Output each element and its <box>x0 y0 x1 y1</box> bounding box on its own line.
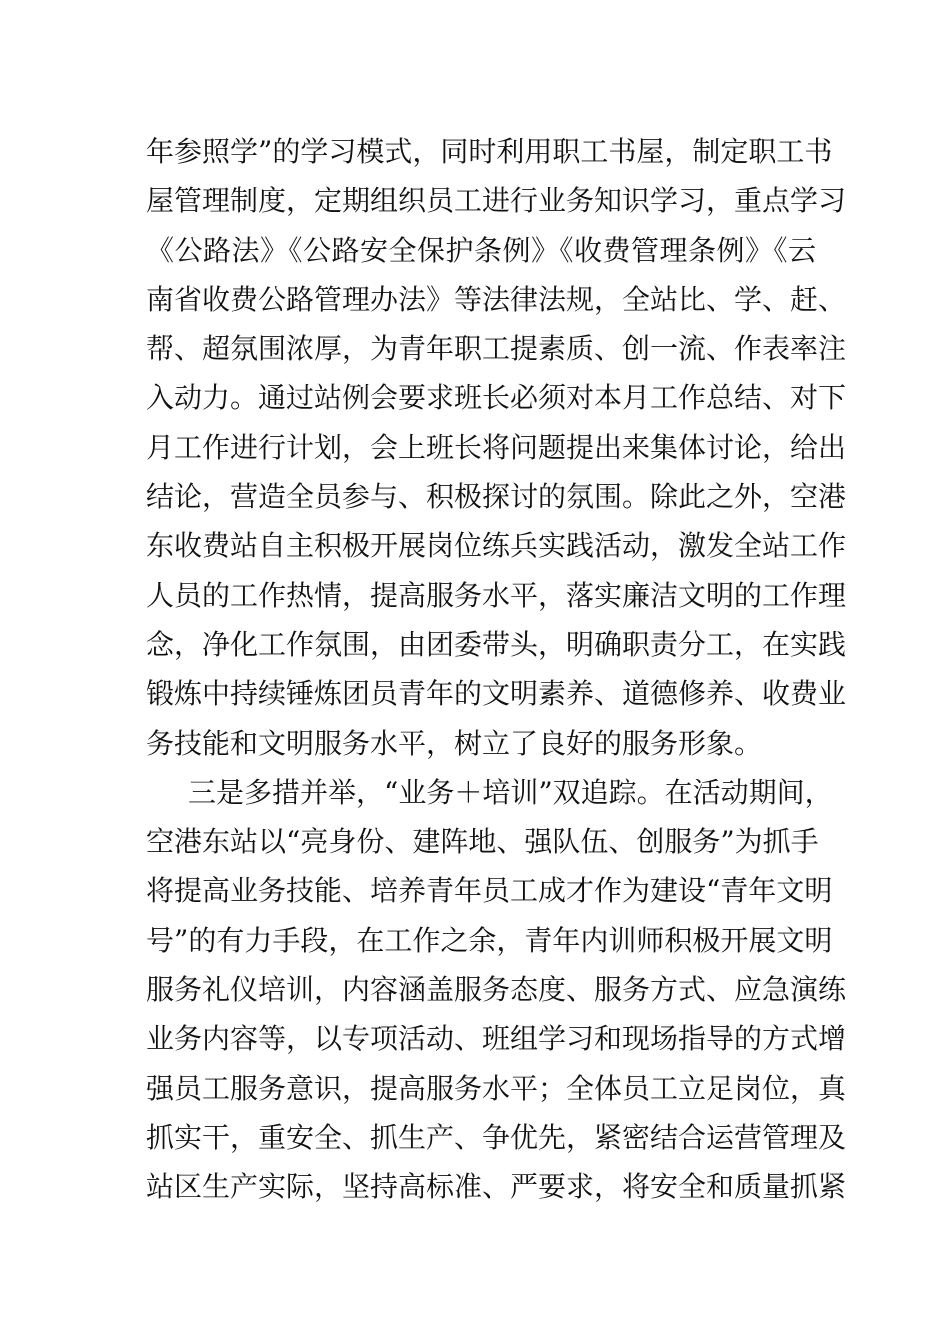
text-line: 服务礼仪培训，内容涵盖服务态度、服务方式、应急演练 <box>146 973 847 1007</box>
paragraph-start-line: 三是多措并举，“业务＋培训”双追踪。在活动期间， <box>188 775 833 809</box>
text-line: 结论，营造全员参与、积极探讨的氛围。除此之外，空港 <box>146 480 847 514</box>
text-line: 帮、超氛围浓厚，为青年职工提素质、创一流、作表率注 <box>146 332 847 366</box>
text-line: 业务内容等，以专项活动、班组学习和现场指导的方式增 <box>146 1022 847 1056</box>
body-text <box>146 127 847 1212</box>
text-line: 南省收费公路管理办法》等法律法规，全站比、学、赶、 <box>146 282 847 316</box>
paragraph-end-line: 务技能和文明服务水平，树立了良好的服务形象。 <box>146 726 763 760</box>
text-line: 强员工服务意识，提高服务水平；全体员工立足岗位，真 <box>146 1071 847 1105</box>
text-line: 站区生产实际，坚持高标准、严要求，将安全和质量抓紧 <box>146 1170 847 1204</box>
text-line: 抓实干，重安全、抓生产、争优先，紧密结合运营管理及 <box>146 1120 847 1154</box>
text-line: 入动力。通过站例会要求班长必须对本月工作总结、对下 <box>146 381 847 415</box>
text-line: 《公路法》《公路安全保护条例》《收费管理条例》《云 <box>146 233 816 267</box>
text-line: 号”的有力手段，在工作之余，青年内训师积极开展文明 <box>146 923 833 957</box>
text-line: 屋管理制度，定期组织员工进行业务知识学习，重点学习 <box>146 184 847 218</box>
text-line: 锻炼中持续锤炼团员青年的文明素养、道德修养、收费业 <box>146 677 847 711</box>
text-line: 念，净化工作氛围，由团委带头，明确职责分工，在实践 <box>146 627 847 661</box>
text-line: 人员的工作热情，提高服务水平，落实廉洁文明的工作理 <box>146 578 847 612</box>
text-line: 将提高业务技能、培养青年员工成才作为建设“青年文明 <box>146 874 833 908</box>
text-line: 东收费站自主积极开展岗位练兵实践活动，激发全站工作 <box>146 529 847 563</box>
text-line: 年参照学”的学习模式，同时利用职工书屋，制定职工书 <box>146 135 833 168</box>
text-line: 月工作进行计划，会上班长将问题提出来集体讨论，给出 <box>146 430 847 464</box>
text-line: 空港东站以“亮身份、建阵地、强队伍、创服务”为抓手 <box>146 825 819 859</box>
